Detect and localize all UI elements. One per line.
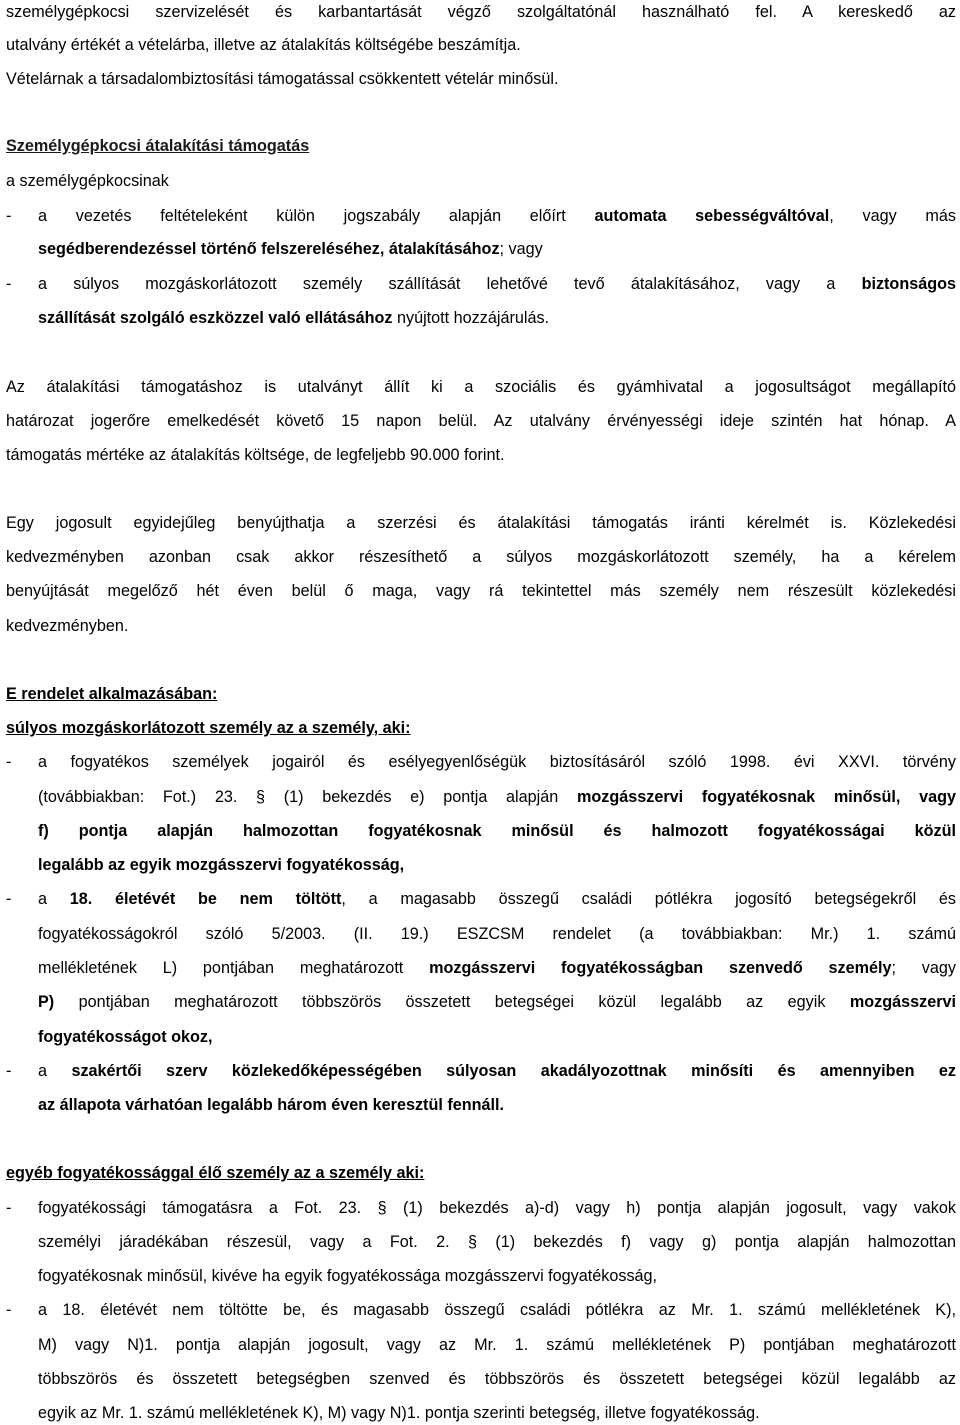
text-line: benyújtását megelőző hét éven belül ő maga, vagy rá tekintettel más személy nem részesült közlekedési: [6, 582, 956, 600]
list-item-line: fogyatékossági támogatásra a Fot. 23. § (1) bekezdés a)-d) vagy h) pontja alapján jogosult, vagy vakok: [38, 1199, 956, 1217]
text-line: kedvezményben azonban csak akkor részesíthető a súlyos mozgáskorlátozott személy, ha a kérelem: [6, 548, 956, 566]
section-heading: Személygépkocsi átalakítási támogatás: [6, 137, 310, 155]
section-heading: E rendelet alkalmazásában:: [6, 685, 218, 703]
list-item-line: segédberendezéssel történő felszereléséhez, átalakításához; vagy: [38, 240, 543, 258]
list-item-line: fogyatékosságot okoz,: [38, 1028, 213, 1046]
list-item-line: egyik az Mr. 1. számú mellékletének K), M) vagy N)1. pontja szerinti betegség, illetve fogyatékosság.: [38, 1404, 760, 1422]
text-line: személygépkocsi szervizelését és karbantartását végző szolgáltatónál használható fel. A kereskedő az: [6, 3, 956, 21]
list-item-line: P) pontjában meghatározott többszörös összetett betegségei közül legalább az egyik mozgásszervi: [38, 993, 956, 1011]
list-item-line: fogyatékosnak minősül, kivéve ha egyik fogyatékossága mozgásszervi fogyatékosság,: [38, 1267, 658, 1285]
list-item-line: fogyatékosságokról szóló 5/2003. (II. 19.) ESZCSM rendelet (a továbbiakban: Mr.) 1. számú: [38, 925, 956, 943]
list-item-line: M) vagy N)1. pontja alapján jogosult, vagy az Mr. 1. számú mellékletének P) pontjában meghatározott: [38, 1336, 956, 1354]
list-item-line: a vezetés feltételeként külön jogszabály alapján előírt automata sebességváltóval, vagy más: [38, 207, 956, 225]
list-item-line: legalább az egyik mozgásszervi fogyatékosság,: [38, 856, 405, 874]
section-subheading: súlyos mozgáskorlátozott személy az a személy, aki:: [6, 719, 411, 737]
list-item-line: mellékletének L) pontjában meghatározott mozgásszervi fogyatékosságban szenvedő személy; vagy: [38, 959, 956, 977]
list-dash: -: [6, 753, 12, 771]
list-item-line: (továbbiakban: Fot.) 23. § (1) bekezdés e) pontja alapján mozgásszervi fogyatékosnak minősül, vagy: [38, 788, 957, 806]
text-line: Vételárnak a társadalombiztosítási támogatással csökkentett vételár minősül.: [6, 70, 559, 88]
text-line: Egy jogosult egyidejűleg benyújthatja a szerzési és átalakítási támogatás iránti kérelmét is. Közlekedési: [6, 514, 956, 532]
list-dash: -: [6, 1301, 12, 1319]
list-dash: -: [6, 890, 12, 908]
list-item-line: az állapota várhatóan legalább három éven keresztül fennáll.: [38, 1096, 504, 1114]
text-line: kedvezményben.: [6, 617, 129, 635]
list-item-line: szállítását szolgáló eszközzel való ellátásához nyújtott hozzájárulás.: [38, 309, 550, 327]
text-line: támogatás mértéke az átalakítás költsége, de legfeljebb 90.000 forint.: [6, 446, 505, 464]
list-item-line: a szakértői szerv közlekedőképességében súlyosan akadályozottnak minősíti és amennyiben ez: [38, 1062, 956, 1080]
text-line: utalvány értékét a vételárba, illetve az átalakítás költségébe beszámítja.: [6, 36, 521, 54]
list-item-line: többszörös és összetett betegségben szenved és többszörös és összetett betegségei közül legalább az: [38, 1370, 956, 1388]
list-item-line: f) pontja alapján halmozottan fogyatékosnak minősül és halmozott fogyatékosságai közül: [38, 822, 956, 840]
section-heading: egyéb fogyatékossággal élő személy az a személy aki:: [6, 1164, 425, 1182]
list-item-line: a súlyos mozgáskorlátozott személy szállítását lehetővé tevő átalakításához, vagy a biztonságos: [38, 275, 956, 293]
list-item-line: a 18. életévét nem töltötte be, és magasabb összegű családi pótlékra az Mr. 1. számú mellékletének K),: [38, 1301, 956, 1319]
list-dash: -: [6, 207, 12, 225]
text-line: Az átalakítási támogatáshoz is utalványt állít ki a szociális és gyámhivatal a jogosultságot megállapító: [6, 378, 956, 396]
list-item-line: a fogyatékos személyek jogairól és esélyegyenlőségük biztosításáról szóló 1998. évi XXVI. törvény: [38, 753, 956, 771]
list-dash: -: [6, 1199, 12, 1217]
list-dash: -: [6, 1062, 12, 1080]
text-line: a személygépkocsinak: [6, 172, 169, 190]
text-line: határozat jogerőre emelkedését követő 15 napon belül. Az utalvány érvényességi ideje szintén hat hónap. A: [6, 412, 956, 430]
list-item-line: a 18. életévét be nem töltött, a magasabb összegű családi pótlékra jogosító betegségekről és: [38, 890, 956, 908]
list-item-line: személyi járadékában részesül, vagy a Fot. 2. § (1) bekezdés f) vagy g) pontja alapján halmozottan: [38, 1233, 956, 1251]
list-dash: -: [6, 275, 12, 293]
